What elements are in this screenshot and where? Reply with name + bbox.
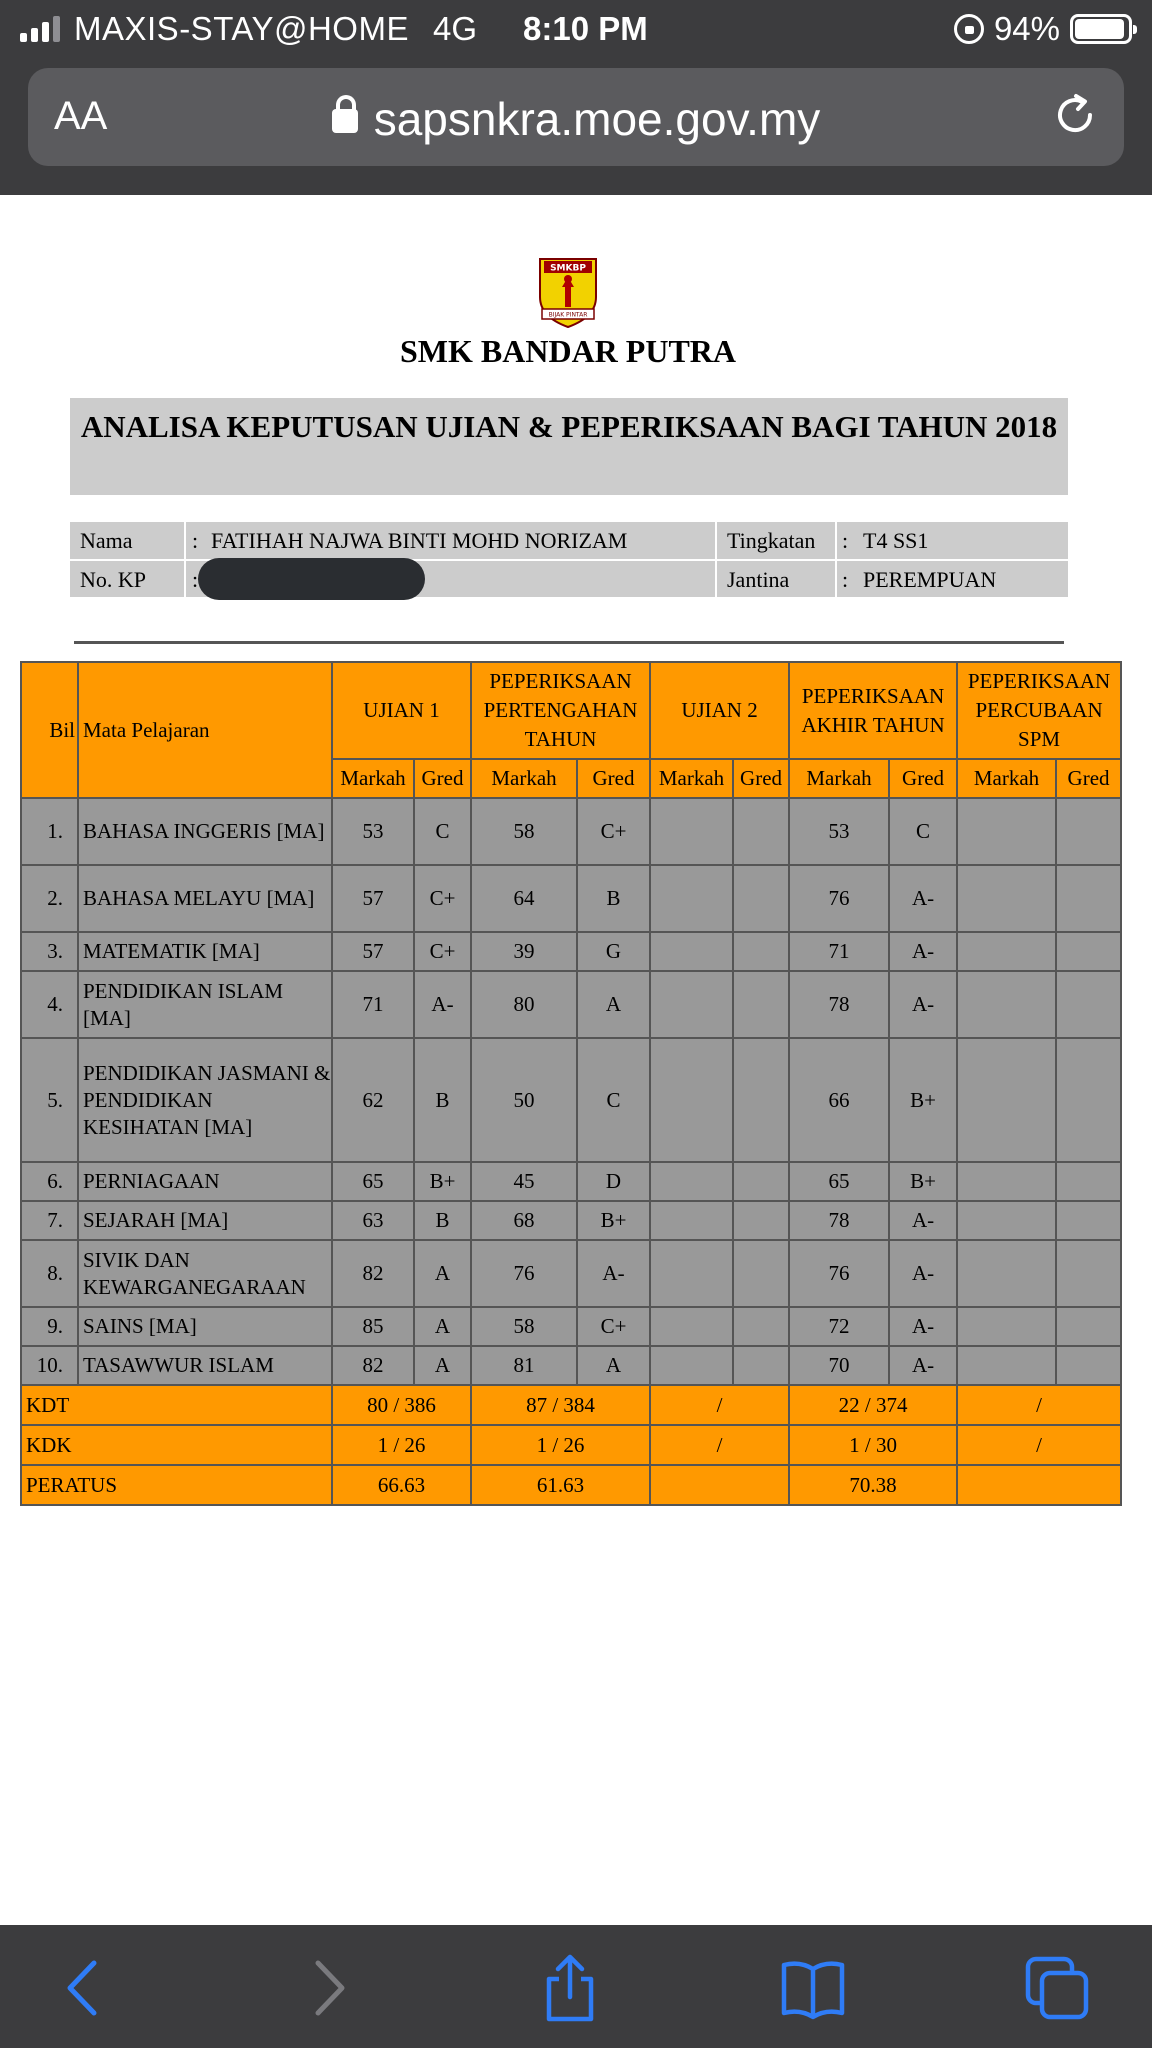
gred-cell: B+ — [414, 1162, 471, 1201]
name-label: Nama — [80, 528, 133, 553]
gred-cell: B+ — [889, 1162, 957, 1201]
gred-cell: A- — [414, 971, 471, 1038]
summary-value: 61.63 — [471, 1465, 650, 1505]
row-number: 3. — [21, 932, 78, 971]
subject-name: PENDIDIKAN JASMANI & PENDIDIKAN KESIHATAN [MA] — [78, 1038, 332, 1162]
markah-cell: 58 — [471, 1307, 577, 1346]
gred-cell — [1056, 932, 1121, 971]
gender-value: PEREMPUAN — [863, 567, 997, 592]
markah-cell — [957, 798, 1056, 865]
summary-value: 22 / 374 — [789, 1385, 957, 1425]
markah-cell — [957, 1346, 1056, 1385]
subject-name: BAHASA INGGERIS [MA] — [78, 798, 332, 865]
summary-value: 1 / 26 — [471, 1425, 650, 1465]
gred-cell: D — [577, 1162, 650, 1201]
markah-header: Markah — [332, 759, 414, 798]
markah-cell: 50 — [471, 1038, 577, 1162]
exam-header: PEPERIKSAAN PERTENGAHAN TAHUN — [471, 662, 650, 759]
gred-header: Gred — [414, 759, 471, 798]
subject-header: Mata Pelajaran — [78, 662, 332, 798]
markah-cell — [957, 932, 1056, 971]
markah-cell: 53 — [789, 798, 889, 865]
name-value: FATIHAH NAJWA BINTI MOHD NORIZAM — [211, 528, 628, 553]
summary-value: 1 / 30 — [789, 1425, 957, 1465]
gred-cell: A — [577, 1346, 650, 1385]
gred-cell: A- — [889, 971, 957, 1038]
gred-cell: A — [414, 1240, 471, 1307]
network-type: 4G — [432, 10, 478, 47]
markah-cell: 53 — [332, 798, 414, 865]
class-colon: : — [842, 528, 849, 553]
markah-cell: 71 — [332, 971, 414, 1038]
gred-cell: B — [577, 865, 650, 932]
subject-name: BAHASA MELAYU [MA] — [78, 865, 332, 932]
table-row — [21, 798, 1121, 865]
summary-label: PERATUS — [21, 1465, 332, 1505]
gred-cell — [1056, 1162, 1121, 1201]
markah-cell: 57 — [332, 932, 414, 971]
gred-cell — [1056, 1346, 1121, 1385]
gender-label: Jantina — [727, 567, 790, 592]
subject-name: MATEMATIK [MA] — [78, 932, 332, 971]
gred-cell — [1056, 1307, 1121, 1346]
summary-value: / — [650, 1385, 789, 1425]
bil-header: Bil — [21, 662, 78, 798]
gred-cell — [1056, 1038, 1121, 1162]
school-logo-icon — [534, 255, 602, 329]
student-info-panel — [70, 522, 1068, 597]
exam-header: UJIAN 2 — [650, 662, 789, 759]
markah-cell: 65 — [789, 1162, 889, 1201]
markah-cell: 76 — [789, 1240, 889, 1307]
markah-cell — [957, 865, 1056, 932]
gred-cell: A- — [889, 1307, 957, 1346]
summary-value: 66.63 — [332, 1465, 471, 1505]
markah-cell: 78 — [789, 1201, 889, 1240]
class-label: Tingkatan — [727, 528, 816, 553]
markah-cell: 70 — [789, 1346, 889, 1385]
markah-cell: 68 — [471, 1201, 577, 1240]
markah-cell: 85 — [332, 1307, 414, 1346]
row-number: 10. — [21, 1346, 78, 1385]
gred-cell: G — [577, 932, 650, 971]
summary-row — [21, 1465, 1121, 1505]
markah-header: Markah — [471, 759, 577, 798]
table-row — [21, 932, 1121, 971]
gred-header: Gred — [889, 759, 957, 798]
class-value: T4 SS1 — [863, 528, 929, 553]
table-row — [21, 865, 1121, 932]
gred-cell: C — [577, 1038, 650, 1162]
markah-cell: 82 — [332, 1240, 414, 1307]
summary-value — [957, 1465, 1121, 1505]
gred-cell — [1056, 1240, 1121, 1307]
gred-header: Gred — [577, 759, 650, 798]
summary-value: / — [650, 1425, 789, 1465]
markah-cell — [957, 1240, 1056, 1307]
gred-cell — [733, 1240, 789, 1307]
gred-cell — [733, 865, 789, 932]
summary-value: / — [957, 1385, 1121, 1425]
markah-cell: 66 — [789, 1038, 889, 1162]
table-row — [21, 1346, 1121, 1385]
gred-cell: B — [414, 1201, 471, 1240]
tabs-icon[interactable] — [1022, 1953, 1092, 2023]
gred-cell: C+ — [414, 932, 471, 971]
gred-cell — [733, 1162, 789, 1201]
signal-icon — [20, 16, 60, 42]
markah-cell — [650, 932, 733, 971]
summary-label: KDT — [21, 1385, 332, 1425]
subject-name: PENDIDIKAN ISLAM [MA] — [78, 971, 332, 1038]
markah-cell — [650, 971, 733, 1038]
exam-header: PEPERIKSAAN AKHIR TAHUN — [789, 662, 957, 759]
markah-cell — [650, 1346, 733, 1385]
gred-cell: B — [414, 1038, 471, 1162]
gred-cell — [733, 1307, 789, 1346]
subject-name: SIVIK DAN KEWARGANEGARAAN — [78, 1240, 332, 1307]
markah-cell: 58 — [471, 798, 577, 865]
name-colon: : — [192, 528, 199, 553]
table-row — [21, 1307, 1121, 1346]
markah-cell: 65 — [332, 1162, 414, 1201]
gred-cell: C+ — [414, 865, 471, 932]
exam-header: UJIAN 1 — [332, 662, 471, 759]
lock-icon — [332, 109, 358, 133]
battery-percent: 94% — [993, 10, 1060, 47]
student-info-row — [70, 522, 1068, 559]
markah-cell: 57 — [332, 865, 414, 932]
table-row — [21, 1038, 1121, 1162]
table-row — [21, 1201, 1121, 1240]
subject-name: SEJARAH [MA] — [78, 1201, 332, 1240]
markah-cell: 71 — [789, 932, 889, 971]
logo-motto: BIJAK PINTAR — [548, 311, 588, 319]
logo-text: SMKBP — [550, 263, 586, 274]
gred-cell: A — [577, 971, 650, 1038]
gred-cell — [1056, 865, 1121, 932]
summary-value: 87 / 384 — [471, 1385, 650, 1425]
gred-cell — [1056, 1201, 1121, 1240]
ic-colon: : — [192, 567, 199, 592]
markah-cell — [957, 1038, 1056, 1162]
gred-cell: A- — [577, 1240, 650, 1307]
markah-cell — [650, 1307, 733, 1346]
markah-cell: 81 — [471, 1346, 577, 1385]
gred-cell: A- — [889, 932, 957, 971]
status-bar — [0, 0, 1152, 60]
markah-cell: 76 — [789, 865, 889, 932]
markah-cell: 62 — [332, 1038, 414, 1162]
browser-chrome — [0, 0, 1152, 195]
gred-cell: B+ — [889, 1038, 957, 1162]
share-icon[interactable] — [535, 1953, 605, 2023]
ic-label: No. KP — [80, 567, 147, 592]
gred-cell — [733, 1346, 789, 1385]
markah-cell: 82 — [332, 1346, 414, 1385]
gred-header: Gred — [1056, 759, 1121, 798]
gred-cell — [1056, 971, 1121, 1038]
summary-label: KDK — [21, 1425, 332, 1465]
summary-value: 70.38 — [789, 1465, 957, 1505]
url-display[interactable] — [28, 92, 1124, 146]
markah-cell — [957, 971, 1056, 1038]
web-page — [0, 195, 1152, 1925]
markah-cell — [650, 1162, 733, 1201]
markah-cell: 39 — [471, 932, 577, 971]
markah-cell: 76 — [471, 1240, 577, 1307]
gred-cell — [733, 1201, 789, 1240]
table-row — [21, 971, 1121, 1038]
carrier-name: MAXIS-STAY@HOME — [74, 10, 409, 47]
summary-value: 80 / 386 — [332, 1385, 471, 1425]
gred-cell — [733, 932, 789, 971]
summary-value — [650, 1465, 789, 1505]
table-row — [21, 1162, 1121, 1201]
report-title: ANALISA KEPUTUSAN UJIAN & PEPERIKSAAN BAGI TAHUN 2018 — [70, 398, 1068, 495]
status-time: 8:10 PM — [523, 10, 648, 47]
gred-cell — [733, 798, 789, 865]
markah-cell: 78 — [789, 971, 889, 1038]
summary-value: 1 / 26 — [332, 1425, 471, 1465]
markah-cell — [650, 1038, 733, 1162]
markah-cell: 45 — [471, 1162, 577, 1201]
markah-cell — [650, 865, 733, 932]
subject-name: TASAWWUR ISLAM — [78, 1346, 332, 1385]
markah-cell — [957, 1162, 1056, 1201]
markah-cell: 63 — [332, 1201, 414, 1240]
subject-name: PERNIAGAAN — [78, 1162, 332, 1201]
gender-colon: : — [842, 567, 849, 592]
gred-cell: C+ — [577, 1307, 650, 1346]
markah-cell: 80 — [471, 971, 577, 1038]
markah-cell — [650, 1201, 733, 1240]
gred-cell — [733, 971, 789, 1038]
markah-header: Markah — [789, 759, 889, 798]
gred-cell: A — [414, 1346, 471, 1385]
row-number: 8. — [21, 1240, 78, 1307]
markah-cell — [650, 1240, 733, 1307]
row-number: 2. — [21, 865, 78, 932]
row-number: 9. — [21, 1307, 78, 1346]
markah-cell — [957, 1307, 1056, 1346]
markah-cell: 64 — [471, 865, 577, 932]
subject-name: SAINS [MA] — [78, 1307, 332, 1346]
markah-header: Markah — [650, 759, 733, 798]
gred-cell: A- — [889, 1201, 957, 1240]
results-table — [20, 661, 1122, 1506]
battery-icon — [1070, 14, 1132, 44]
gred-cell: C — [414, 798, 471, 865]
gred-cell: B+ — [577, 1201, 650, 1240]
url-text: sapsnkra.moe.gov.my — [373, 93, 821, 145]
exam-header: PEPERIKSAAN PERCUBAAN SPM — [957, 662, 1121, 759]
text-size-button[interactable]: AA — [54, 94, 108, 138]
markah-header: Markah — [957, 759, 1056, 798]
back-icon[interactable] — [50, 1953, 120, 2023]
summary-row — [21, 1385, 1121, 1425]
row-number: 1. — [21, 798, 78, 865]
orientation-lock-icon — [954, 14, 984, 44]
markah-cell: 72 — [789, 1307, 889, 1346]
browser-toolbar — [0, 1925, 1152, 2048]
markah-cell — [650, 798, 733, 865]
school-name: SMK BANDAR PUTRA — [400, 333, 736, 369]
gred-cell — [733, 1038, 789, 1162]
row-number: 5. — [21, 1038, 78, 1162]
gred-cell: C+ — [577, 798, 650, 865]
row-number: 6. — [21, 1162, 78, 1201]
divider — [74, 641, 1064, 644]
gred-cell: A — [414, 1307, 471, 1346]
row-number: 7. — [21, 1201, 78, 1240]
markah-cell — [957, 1201, 1056, 1240]
reload-icon[interactable] — [1052, 92, 1098, 138]
gred-cell: C — [889, 798, 957, 865]
gred-cell: A- — [889, 865, 957, 932]
row-number: 4. — [21, 971, 78, 1038]
address-bar[interactable] — [28, 68, 1124, 166]
gred-header: Gred — [733, 759, 789, 798]
gred-cell: A- — [889, 1346, 957, 1385]
summary-row — [21, 1425, 1121, 1465]
gred-cell: A- — [889, 1240, 957, 1307]
redacted-ic-number — [198, 558, 425, 600]
gred-cell — [1056, 798, 1121, 865]
forward-icon[interactable] — [292, 1953, 362, 2023]
table-row — [21, 1240, 1121, 1307]
bookmarks-icon[interactable] — [778, 1953, 848, 2023]
summary-value: / — [957, 1425, 1121, 1465]
